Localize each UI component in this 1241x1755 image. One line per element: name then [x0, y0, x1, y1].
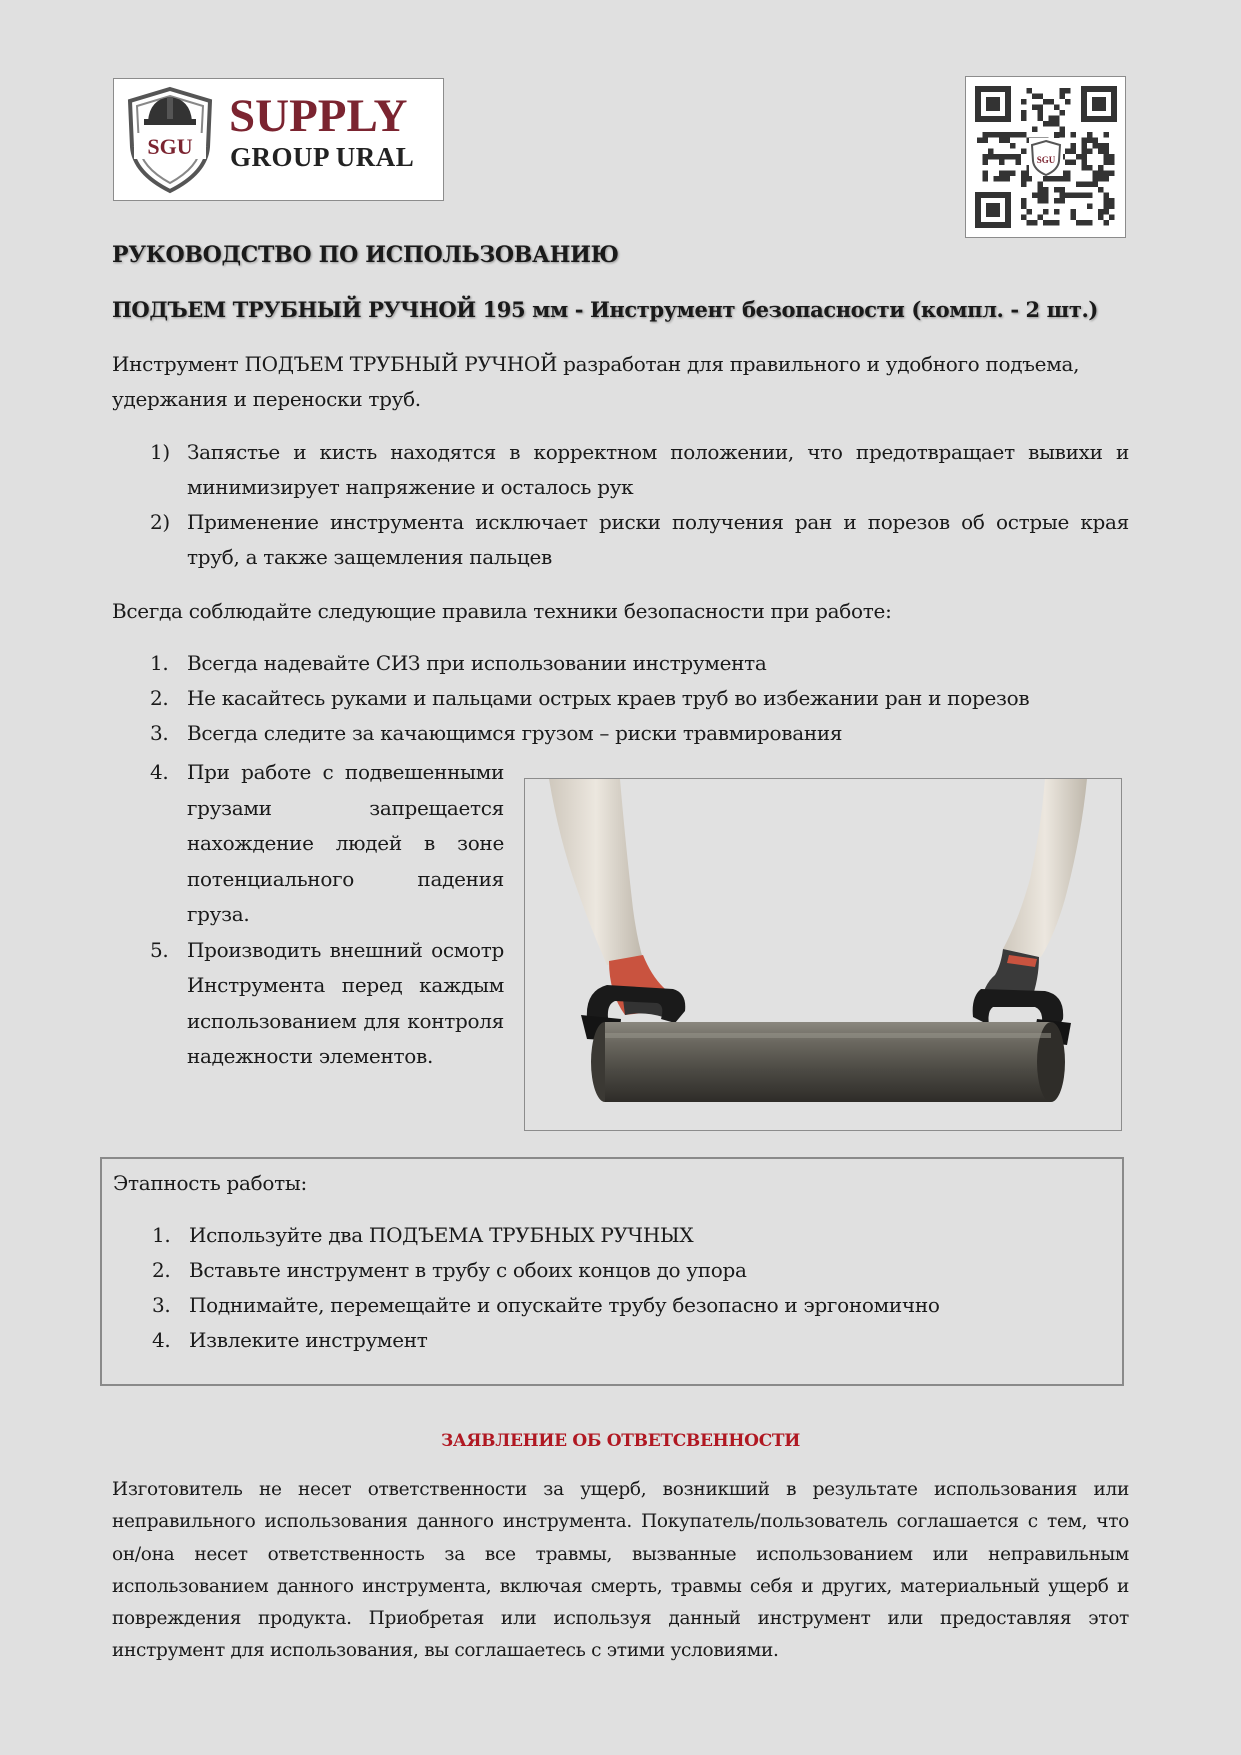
qr-module: [1076, 182, 1082, 188]
qr-module: [1021, 110, 1027, 116]
qr-module: [1087, 220, 1093, 226]
qr-module: [1021, 198, 1027, 204]
qr-module: [1038, 182, 1044, 188]
qr-module: [1027, 88, 1033, 94]
qr-module: [1098, 209, 1104, 215]
logo-group-ural-text: GROUP URAL: [230, 142, 415, 172]
qr-module: [1054, 198, 1060, 204]
benefits-list: [112, 435, 1129, 575]
qr-module: [1027, 209, 1033, 215]
qr-module: [1093, 171, 1099, 177]
qr-module: [1104, 143, 1110, 149]
qr-module: [999, 138, 1005, 144]
qr-module: [1076, 154, 1082, 160]
qr-module: [1060, 88, 1066, 94]
qr-module: [1104, 132, 1110, 138]
qr-module: [1104, 149, 1110, 155]
qr-module: [1087, 193, 1093, 199]
qr-module: [1021, 149, 1027, 155]
qr-module: [1065, 99, 1071, 105]
qr-module: [1005, 154, 1011, 160]
qr-module: [1087, 149, 1093, 155]
stages-title: Этапность работы:: [113, 1171, 307, 1195]
safety-rules-list-continued: [112, 755, 504, 1075]
qr-module: [999, 171, 1005, 177]
qr-module: [1005, 176, 1011, 182]
qr-module: [1016, 132, 1022, 138]
qr-module: [1027, 220, 1033, 226]
qr-module: [1104, 204, 1110, 210]
svg-text:SGU: SGU: [147, 134, 193, 159]
qr-module: [1109, 215, 1115, 221]
page-subtitle: ПОДЪЕМ ТРУБНЫЙ РУЧНОЙ 195 мм - Инструмент безопасности (компл. - 2 шт.): [112, 297, 1098, 322]
qr-module: [1038, 110, 1044, 116]
qr-module: [1054, 105, 1060, 111]
qr-module: [994, 154, 1000, 160]
qr-module: [999, 160, 1005, 166]
qr-module: [1054, 187, 1060, 193]
qr-module: [1049, 220, 1055, 226]
qr-module: [994, 132, 1000, 138]
qr-module: [1060, 176, 1066, 182]
qr-module: [1038, 94, 1044, 100]
qr-module: [1104, 198, 1110, 204]
qr-module: [1060, 132, 1066, 138]
qr-module: [1005, 171, 1011, 177]
qr-module: [1082, 149, 1088, 155]
qr-module: [1065, 171, 1071, 177]
qr-module: [1010, 154, 1016, 160]
qr-module: [1060, 187, 1066, 193]
qr-module: [1021, 99, 1027, 105]
list-item: 1. Всегда надевайте СИЗ при использовании инструмента: [150, 651, 767, 675]
qr-module: [1082, 165, 1088, 171]
qr-module: [1109, 154, 1115, 160]
qr-module: [1043, 220, 1049, 226]
qr-module: [1082, 220, 1088, 226]
qr-module: [1038, 105, 1044, 111]
qr-module: [1060, 110, 1066, 116]
qr-module: [983, 171, 989, 177]
qr-module: [1049, 176, 1055, 182]
qr-module: [1082, 154, 1088, 160]
qr-module: [1098, 215, 1104, 221]
qr-module: [1043, 121, 1049, 127]
qr-module: [1054, 176, 1060, 182]
qr-module: [1021, 182, 1027, 188]
qr-module: [1021, 116, 1027, 122]
qr-module: [1098, 143, 1104, 149]
qr-code[interactable]: [965, 76, 1126, 238]
qr-module: [1065, 149, 1071, 155]
list-item: 4. При работе с подвешенными грузами запрещается нахождение людей в зоне потенциального падения груза.: [150, 760, 504, 926]
qr-module: [1071, 143, 1077, 149]
qr-module: [1054, 209, 1060, 215]
qr-module: [983, 132, 989, 138]
list-item: 2) Применение инструмента исключает риски получения ран и порезов об острые края труб, а также защемления пальцев: [150, 510, 1129, 569]
qr-module: [988, 154, 994, 160]
qr-module: [1098, 165, 1104, 171]
hands-lifting-pipe-image: [525, 779, 1122, 1131]
qr-module: [1082, 143, 1088, 149]
qr-module: [1098, 149, 1104, 155]
qr-module: [1043, 176, 1049, 182]
qr-module: [999, 132, 1005, 138]
qr-module: [1043, 187, 1049, 193]
list-item: 1) Запястье и кисть находятся в корректном положении, что предотвращает вывихи и минимизирует напряжение и осталось рук: [150, 440, 1129, 499]
qr-module: [1021, 176, 1027, 182]
logo-supply-text: SUPPLY: [229, 90, 408, 142]
qr-module: [1005, 138, 1011, 144]
qr-module: [983, 138, 989, 144]
qr-module: [1032, 94, 1038, 100]
qr-module: [1010, 171, 1016, 177]
qr-module: [1082, 160, 1088, 166]
qr-module: [1109, 198, 1115, 204]
intro-paragraph: Инструмент ПОДЪЕМ ТРУБНЫЙ РУЧНОЙ разработан для правильного и удобного подъема, удержания и переноски труб.: [112, 352, 1080, 411]
list-item: 3. Всегда следите за качающимся грузом – риски травмирования: [150, 721, 843, 745]
qr-module: [1016, 160, 1022, 166]
stages-list: [114, 1218, 1114, 1358]
qr-module: [1082, 182, 1088, 188]
qr-module: [1093, 143, 1099, 149]
qr-module: [1038, 215, 1044, 221]
qr-module: [1076, 193, 1082, 199]
qr-module: [1104, 220, 1110, 226]
qr-module: [1054, 116, 1060, 122]
qr-module: [1093, 176, 1099, 182]
qr-module: [1038, 193, 1044, 199]
qr-module: [1043, 209, 1049, 215]
qr-module: [1021, 171, 1027, 177]
qr-module: [1021, 204, 1027, 210]
qr-module: [983, 160, 989, 166]
qr-module: [1071, 149, 1077, 155]
qr-module: [1071, 215, 1077, 221]
qr-module: [983, 176, 989, 182]
list-item: 2. Не касайтесь руками и пальцами острых краев труб во избежании ран и порезов: [150, 686, 1030, 710]
list-item: 3. Поднимайте, перемещайте и опускайте трубу безопасно и эргономично: [152, 1293, 940, 1317]
qr-module: [1104, 176, 1110, 182]
qr-module: [1093, 182, 1099, 188]
qr-module: [988, 149, 994, 155]
qr-module: [1098, 176, 1104, 182]
qr-module: [1071, 132, 1077, 138]
qr-module: [1054, 121, 1060, 127]
qr-module: [983, 154, 989, 160]
shield-helmet-icon: [122, 85, 218, 195]
qr-module: [1043, 99, 1049, 105]
qr-module: [1049, 99, 1055, 105]
qr-module: [1071, 160, 1077, 166]
list-item: 5. Производить внешний осмотр Инструмента перед каждым использованием для контроля надежности элементов.: [150, 937, 504, 1068]
qr-module: [1109, 171, 1115, 177]
qr-module: [1109, 160, 1115, 166]
qr-module: [1027, 176, 1033, 182]
qr-code-icon: [975, 86, 1117, 228]
qr-module: [1087, 138, 1093, 144]
list-item: 4. Извлеките инструмент: [152, 1328, 428, 1352]
qr-module: [1043, 193, 1049, 199]
qr-module: [1082, 193, 1088, 199]
qr-module: [999, 154, 1005, 160]
qr-module: [1071, 193, 1077, 199]
qr-module: [1065, 176, 1071, 182]
qr-module: [1010, 132, 1016, 138]
qr-module: [1071, 209, 1077, 215]
qr-module: [994, 176, 1000, 182]
qr-module: [1049, 116, 1055, 122]
qr-module: [1076, 220, 1082, 226]
qr-module: [988, 132, 994, 138]
qr-module: [1010, 143, 1016, 149]
disclaimer-title: ЗАЯВЛЕНИЕ ОБ ОТВЕТСВЕННОСТИ: [440, 1431, 801, 1451]
qr-module: [1104, 154, 1110, 160]
qr-module: [1087, 165, 1093, 171]
qr-module: [1032, 127, 1038, 133]
qr-module: [1065, 88, 1071, 94]
qr-module: [1032, 193, 1038, 199]
qr-module: [1109, 204, 1115, 210]
qr-module: [999, 176, 1005, 182]
qr-module: [1104, 171, 1110, 177]
qr-module: [1038, 116, 1044, 122]
rules-intro: Всегда соблюдайте следующие правила техники безопасности при работе:: [112, 599, 892, 623]
qr-module: [1087, 204, 1093, 210]
qr-module: [1005, 132, 1011, 138]
qr-module: [1098, 187, 1104, 193]
qr-module: [1060, 94, 1066, 100]
qr-module: [1021, 132, 1027, 138]
qr-module: [1032, 220, 1038, 226]
qr-module: [1093, 138, 1099, 144]
qr-module: [1060, 127, 1066, 133]
qr-module: [977, 138, 983, 144]
qr-module: [1098, 171, 1104, 177]
qr-module: [1060, 193, 1066, 199]
qr-module: [1087, 132, 1093, 138]
qr-module: [1104, 193, 1110, 199]
company-logo: [113, 78, 444, 201]
qr-module: [1032, 105, 1038, 111]
work-stages-box: [100, 1157, 1124, 1386]
page-title: РУКОВОДСТВО ПО ИСПОЛЬЗОВАНИЮ: [112, 242, 619, 268]
qr-module: [1082, 138, 1088, 144]
qr-module: [1065, 193, 1071, 199]
qr-module: [1049, 121, 1055, 127]
safety-rules-list: [112, 646, 1129, 751]
qr-module: [1104, 160, 1110, 166]
pipe-lifting-photo: [524, 778, 1122, 1131]
qr-module: [1021, 215, 1027, 221]
qr-module: [1060, 198, 1066, 204]
qr-module: [1016, 154, 1022, 160]
qr-module: [1038, 187, 1044, 193]
qr-module: [1087, 182, 1093, 188]
qr-module: [1065, 160, 1071, 166]
qr-module: [1054, 220, 1060, 226]
list-item: 1. Используйте два ПОДЪЕМА ТРУБНЫХ РУЧНЫХ: [152, 1223, 694, 1247]
qr-module: [1104, 209, 1110, 215]
qr-module: [1038, 198, 1044, 204]
disclaimer-text: Изготовитель не несет ответственности за ущерб, возникший в результате использования или неправильного использования данного инструмента. Покупатель/пользователь соглашается с тем, что он/она несет ответственность за все травмы, вызванные использованием или неправильным использованием данного инструмента, включая смерть, травмы себя и других, материальный ущерб и повреждения продукта. Приобретая или используя данный инструмент или предоставляя этот инструмент для использования, вы соглашаетесь с этими условиями.: [112, 1479, 1129, 1662]
svg-text:SGU: SGU: [1036, 155, 1056, 165]
list-item: 2. Вставьте инструмент в трубу с обоих концов до упора: [152, 1258, 747, 1282]
qr-module: [1054, 132, 1060, 138]
qr-module: [1043, 198, 1049, 204]
